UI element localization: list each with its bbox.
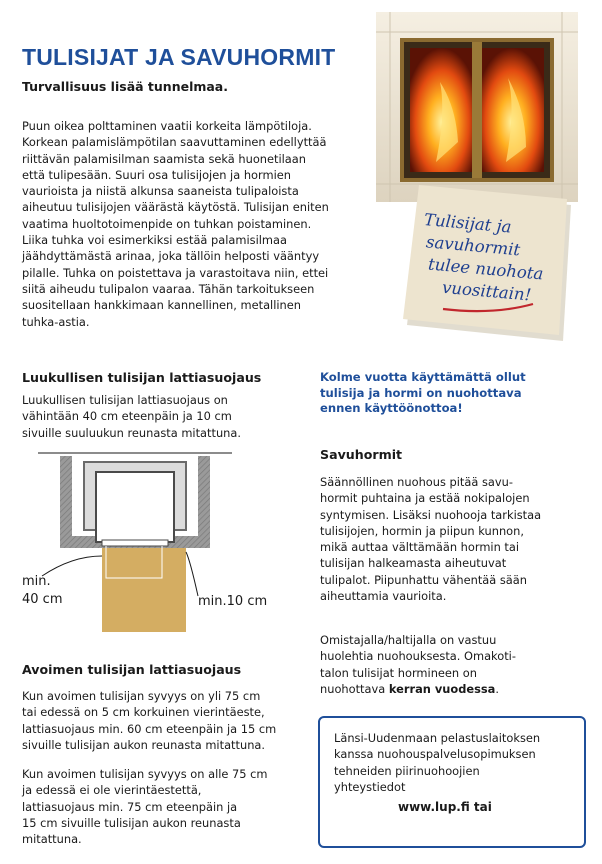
fireplace-photo xyxy=(376,12,578,202)
diagram-label-front-value: 40 cm xyxy=(22,592,63,607)
open-line: Kun avoimen tulisijan syvyys on yli 75 cm xyxy=(22,689,261,703)
intro-line: riittävän palamisilman saamista sekä huonetilaan xyxy=(22,151,306,166)
responsibility-text xyxy=(320,632,590,697)
intro-line: tuhka-astia. xyxy=(22,314,90,329)
contact-line: tehneiden piirinuohoojien xyxy=(334,763,480,778)
floor-protection-diagram xyxy=(22,448,282,638)
open-line: 15 cm sivuille tulisijan aukon reunasta xyxy=(22,815,241,830)
chimney-line: mikä auttaa välttämään hormin tai xyxy=(320,540,520,555)
contact-link[interactable]: www.lup.fi tai xyxy=(398,800,492,814)
page-title: TULISIJAT JA SAVUHORMIT xyxy=(22,44,336,70)
intro-line: pilalle. Tuhka on poistettava ja varastoitava niin, ettei xyxy=(22,265,329,280)
intro-line: jäähdyttämästä arinaa, joka tällöin helposti vääntyy xyxy=(22,249,320,264)
resp-end: . xyxy=(495,681,499,696)
contact-line: kanssa nuohouspalvelusopimuksen xyxy=(334,747,536,762)
hatched-line: Luukullisen tulisijan lattiasuojaus on xyxy=(22,393,228,407)
open-line: tai edessä on 5 cm korkuinen vierintäeste, xyxy=(22,705,265,720)
section-heading-hatched: Luukullisen tulisijan lattiasuojaus xyxy=(22,370,262,385)
intro-line: siitä aiheudu tulipalon vaaraa. Tähän tarkoitukseen xyxy=(22,281,315,296)
contact-line: Länsi-Uudenmaan pelastuslaitoksen xyxy=(334,731,541,745)
open-line: ja edessä ei ole vierintäestettä, xyxy=(22,783,202,798)
open-line: sivuille tulisijan aukon reunasta mitattuna. xyxy=(22,737,266,752)
chimney-line: tulisijan halkeamasta aiheutuvat xyxy=(320,556,507,571)
intro-line: Puun oikea polttaminen vaatii korkeita lämpötiloja. xyxy=(22,119,312,133)
intro-line: aiheutuu tulisijojen väärästä käytöstä. Tulisijan eniten xyxy=(22,200,329,215)
resp-plain: nuohottava xyxy=(320,681,389,696)
diagram-label-side: min.10 cm xyxy=(198,594,268,609)
chimney-line: Säännöllinen nuohous pitää savu- xyxy=(320,475,513,489)
intro-paragraph xyxy=(22,118,372,330)
intro-line: vaatima huoltotoimenpide on tuhkan poistaminen. xyxy=(22,216,312,231)
chimney-line: tulipalot. Piipunhattu vähentää sään xyxy=(320,572,527,587)
callout xyxy=(320,370,590,417)
reminder-note xyxy=(403,183,573,343)
hatched-section-text xyxy=(22,392,312,441)
hatched-line: vähintään 40 cm eteenpäin ja 10 cm xyxy=(22,409,232,424)
diagram-label-front: min. xyxy=(22,574,51,589)
intro-line: vaurioista ja niistä alkunsa saaneista tulipaloista xyxy=(22,184,299,199)
callout-line: tulisija ja hormi on nuohottava xyxy=(320,385,522,400)
open-line: Kun avoimen tulisijan syvyys on alle 75 cm xyxy=(22,767,268,781)
contact-box xyxy=(318,716,586,848)
note-line: savuhormit xyxy=(425,232,521,260)
callout-line: Kolme vuotta käyttämättä ollut xyxy=(320,370,526,384)
note-line: Tulisijat ja xyxy=(423,209,513,237)
section-heading-chimney: Savuhormit xyxy=(320,447,403,462)
page-subtitle: Turvallisuus lisää tunnelmaa. xyxy=(22,79,228,94)
open-line: lattiasuojaus min. 60 cm eteenpäin ja 15 cm xyxy=(22,721,277,736)
note-line: vuosittain! xyxy=(441,277,532,305)
intro-line: että tulipesään. Suuri osa tulisijojen ja hormien xyxy=(22,167,291,182)
section-heading-open: Avoimen tulisijan lattiasuojaus xyxy=(22,662,242,677)
note-line: tulee nuohota xyxy=(427,254,545,284)
resp-line: Omistajalla/haltijalla on vastuu xyxy=(320,633,497,647)
open-line: mitattuna. xyxy=(22,832,82,847)
resp-line: huolehtia nuohouksesta. Omakoti- xyxy=(320,649,516,664)
intro-line: Korkean palamislämpötilan saavuttaminen edellyttää xyxy=(22,135,327,150)
chimney-line: aiheuttamia vaurioita. xyxy=(320,589,447,604)
open-line: lattiasuojaus min. 75 cm eteenpäin ja xyxy=(22,799,238,814)
contact-line: yhteystiedot xyxy=(334,779,406,794)
callout-line: ennen käyttöönottoa! xyxy=(320,401,463,415)
intro-line: suositellaan hankkimaan kannellinen, metallinen xyxy=(22,298,301,313)
resp-line: talon tulisijat hormineen on xyxy=(320,665,477,680)
open-section-para-2 xyxy=(22,766,312,847)
resp-emphasis: kerran vuodessa xyxy=(388,681,496,696)
open-section-para-1 xyxy=(22,688,312,753)
chimney-line: syntymisen. Lisäksi nuohooja tarkistaa xyxy=(320,507,542,522)
chimney-text xyxy=(320,474,590,604)
resp-line-last xyxy=(320,681,590,697)
hatched-line: sivuille suuluukun reunasta mitattuna. xyxy=(22,425,242,440)
intro-line: Liika tuhka voi esimerkiksi estää palamisilmaa xyxy=(22,233,287,248)
chimney-line: hormit puhtaina ja estää nokipalojen xyxy=(320,491,530,506)
chimney-line: tulisijojen, hormin ja piipun kunnon, xyxy=(320,523,524,538)
